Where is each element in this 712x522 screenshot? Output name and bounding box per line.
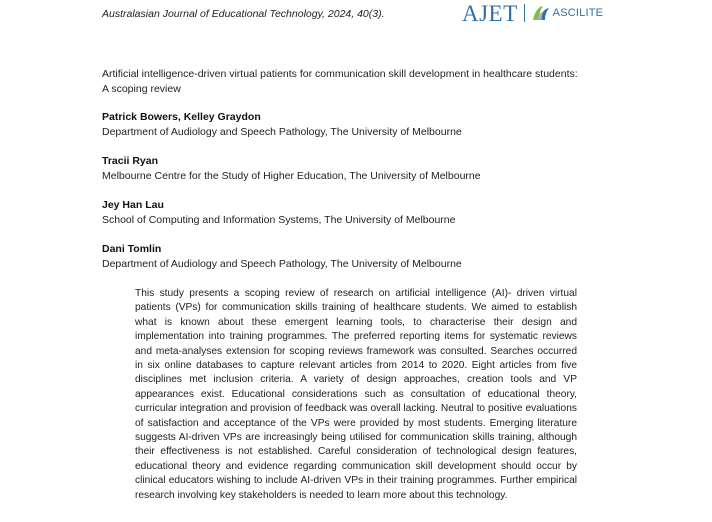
author-affiliation: School of Computing and Information Systems, The University of Melbourne [102, 213, 456, 226]
abstract-text: This study presents a scoping review of research on artificial intelligence (AI)- driven virtual patients (VPs) for communication skills training of healthcare students. We aimed to establish what is known about these emergent learning tools, to characterise their design and implementation into training programmes. The preferred reporting items for systematic reviews and meta-analyses extension for scoping reviews framework was consulted. Searches occurred in six online databases to capture relevant articles from 2014 to 2020. Eight articles from five disciplines met inclusion criteria. A variety of design approaches, creation tools and VP appearances exist. Educational considerations such as consultation of educational theory, curricular integration and provision of feedback was overall lacking. Neutral to positive evaluations of satisfaction and acceptance of the VPs were provided by most students. Emerging literature suggests AI-driven VPs are increasingly being utilised for communication skills training, although their effectiveness is not established. Careful consideration of technological design features, educational theory and evidence regarding communication skill development should occur by clinical educators wishing to include AI-driven VPs in their training programmes. Further empirical research involving key stakeholders is needed to learn more about this technology. [135, 288, 577, 501]
author-names: Jey Han Lau [102, 199, 164, 211]
logo-divider [524, 4, 525, 22]
author-group-1 [102, 110, 462, 139]
author-group-3 [102, 198, 455, 227]
ascilite-logo-text: ASCILITE [552, 7, 604, 19]
author-affiliation: Department of Audiology and Speech Pathology, The University of Melbourne [102, 257, 462, 270]
author-names: Dani Tomlin [102, 243, 162, 255]
journal-citation: Australasian Journal of Educational Technology, 2024, 40(3). [102, 8, 385, 20]
author-group-2 [102, 154, 481, 183]
ascilite-logo-icon [531, 4, 551, 22]
author-names: Patrick Bowers, Kelley Graydon [102, 111, 261, 123]
author-names: Tracii Ryan [102, 155, 159, 167]
paper-title: Artificial intelligence-driven virtual patients for communication skill development in healthcare students: A scoping review [102, 68, 578, 95]
journal-logo [462, 0, 603, 26]
author-affiliation: Melbourne Centre for the Study of Higher Education, The University of Melbourne [102, 169, 481, 182]
author-group-4 [102, 242, 462, 271]
author-affiliation: Department of Audiology and Speech Pathology, The University of Melbourne [102, 125, 462, 138]
ajet-logo-text: AJET [462, 0, 518, 26]
